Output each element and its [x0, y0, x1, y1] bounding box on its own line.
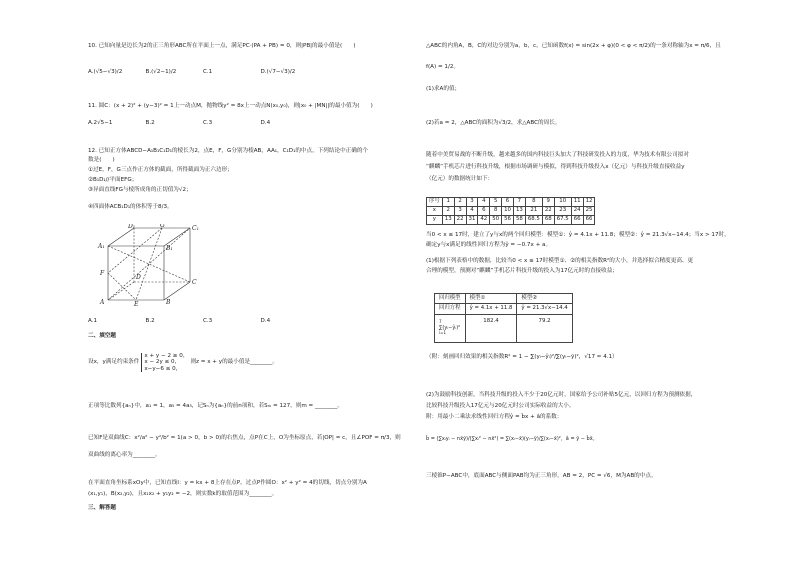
- table-row: [435, 304, 573, 314]
- table-cell: 序号: [427, 198, 443, 207]
- constraint-3: x−y−6 ≤ 0，: [144, 365, 182, 372]
- question-14: 正项等比数列{aₙ}中，a₁ = 1，a₅ = 4a₃，记Sₙ为{aₙ}的前n项和，若Sₘ = 127，则m = ________。: [88, 403, 343, 409]
- question-15-line1: 已知F是双曲线C：x²/a² − y²/b² = 1(a > 0，b > 0)的右焦点，点P在C上，O为坐标原点，若|OP| = c，且∠POF = π/3，则: [88, 435, 401, 441]
- label-b1: B₁: [166, 245, 173, 252]
- question-15-line2: 双曲线的离心率为________。: [88, 452, 161, 458]
- question-11-options: [88, 120, 318, 128]
- table-cell: 22: [542, 207, 554, 216]
- question-12-statement-2: ②B₁D₁//平面EFG；: [88, 177, 138, 183]
- table-cell: 回归方程: [435, 304, 466, 314]
- table-cell: 56: [502, 216, 514, 225]
- question-18-models-line2: 确定y与x满足的线性回归方程为ŷ = −0.7x + a。: [426, 242, 552, 248]
- table-cell: 12: [583, 198, 595, 207]
- table-cell: 模型②: [517, 294, 572, 304]
- question-18-part2-line2: 比较科技升级投入17亿元与20亿元时公司实际收益的大小。: [426, 403, 575, 409]
- table-row-y: [427, 216, 595, 225]
- section-fill-in: 二、填空题: [88, 333, 116, 339]
- table-row: [435, 294, 573, 304]
- table-cell: 8: [490, 207, 502, 216]
- question-12-statement-4: ④四面体ACB₁D₁的体积等于8/3。: [88, 204, 173, 210]
- table-cell: 1: [442, 198, 454, 207]
- table-cell: ŷ = 21.3√x−14.4: [517, 304, 572, 314]
- question-18-part1-line1: (1)根据下列表格中的数据，比较当0 < x ≤ 17时模型①、②的相关指数R²的大小，并选择拟合精度更高、更: [426, 258, 694, 264]
- option-d: D.4: [260, 120, 271, 126]
- table-cell: 66: [583, 216, 595, 225]
- table-cell: 6: [478, 207, 490, 216]
- option-c: C.1: [203, 69, 213, 75]
- label-a1: A₁: [98, 243, 105, 250]
- question-10-options: [88, 69, 318, 77]
- question-18-part2-line1: (2)为鼓励科技创新，当科技升级的投入不少于20亿元时，国家给予公司补贴5亿元，以回归方程为预测依据，: [426, 392, 697, 398]
- table-cell: 24: [571, 207, 583, 216]
- question-18-line2: “麒麟”手机芯片进行科技升级，根据市场调研与模拟，得到科技升级投入x（亿元）与科技升级直接收益y: [426, 164, 685, 170]
- question-18-note: （附：刻画回归效果的相关指数R² = 1 − ∑(yᵢ−ŷᵢ)²/∑(yᵢ−ȳ)²，√17 ≈ 4.1）: [426, 354, 618, 360]
- label-a: A: [100, 299, 105, 306]
- question-12-options: [88, 318, 318, 326]
- cube-figure: [96, 224, 206, 306]
- option-a: A.1: [88, 318, 98, 324]
- table-cell: 4: [478, 198, 490, 207]
- table-cell: y: [427, 216, 443, 225]
- label-d1: D₁: [128, 224, 136, 230]
- option-b: B.2: [145, 120, 155, 126]
- question-18-models-line1: 当0 < x ≤ 17时，建立了y与x的两个回归模型：模型①：ŷ = 4.1x + 11.8；模型②：ŷ = 21.3√x−14.4；当x > 17时，: [426, 232, 730, 238]
- table-cell: x: [427, 207, 443, 216]
- question-17-line2: f(A) = 1/2。: [426, 64, 459, 70]
- section-answer: 三、解答题: [88, 505, 116, 511]
- question-17-part2: (2)若a = 2，△ABC的面积为√3/2，求△ABC的周长。: [426, 120, 561, 126]
- question-16-line2: (x₁,y₁)，B(x₂,y₂)，且x₁x₂ + y₁y₂ = −2，则实数k的取值范围为________。: [88, 491, 278, 497]
- table-row: [435, 314, 573, 342]
- table-cell: 11: [571, 198, 583, 207]
- label-f: F: [100, 270, 105, 277]
- table-cell: 68: [542, 216, 554, 225]
- table-row-x: [427, 207, 595, 216]
- question-18-line3: （亿元）的数据统计如下：: [426, 176, 494, 182]
- table-cell: 58: [513, 216, 525, 225]
- table-cell: 6: [502, 198, 514, 207]
- constraint-system: [141, 353, 188, 372]
- question-12-line2: 数是( ): [88, 157, 115, 163]
- option-b: B.(√2−1)/2: [145, 69, 177, 75]
- sum-label: ∑(yᵢ−ŷᵢ)²: [439, 325, 461, 332]
- constraint-1: x + y − 2 ≥ 0，: [144, 353, 189, 359]
- option-c: C.3: [203, 318, 213, 324]
- table-cell-sum: [435, 314, 466, 342]
- table-cell: 22: [454, 216, 466, 225]
- data-table: [426, 197, 595, 225]
- models-table: [434, 293, 573, 343]
- option-d: D.(√7−√3)/2: [260, 69, 296, 75]
- table-cell: 7: [513, 198, 525, 207]
- question-18-part2-line3: 附：用最小二乘法求线性回归方程ŷ = b̂x + â的系数：: [426, 414, 563, 420]
- table-cell: ŷ = 4.1x + 11.8: [465, 304, 517, 314]
- question-13: [88, 353, 410, 372]
- table-cell: 31: [466, 216, 478, 225]
- table-cell: 5: [490, 198, 502, 207]
- table-cell: 66: [571, 216, 583, 225]
- table-cell: 模型①: [465, 294, 517, 304]
- table-cell: 25: [583, 207, 595, 216]
- table-cell: 50: [490, 216, 502, 225]
- option-a: A.2√5−1: [88, 120, 113, 126]
- table-cell: 4: [466, 207, 478, 216]
- question-16-line1: 在平面直角坐标系xOy中，已知直线l：y = kx + 8上存在点P，过点P作圆O：x² + y² = 4的切线，切点分别为A: [88, 480, 367, 486]
- question-10: [88, 43, 410, 51]
- label-c1: C₁: [192, 225, 199, 232]
- table-cell: 23: [554, 207, 571, 216]
- table-cell: 8: [525, 198, 542, 207]
- table-cell: 10: [554, 198, 571, 207]
- question-18-line1: 随着中美贸易战的不断升级，越来越多的国内科技巨头加大了科技研发投入的力度，华为技术有限公司拟对: [426, 152, 689, 158]
- table-cell: 10: [502, 207, 514, 216]
- table-cell: 21: [525, 207, 542, 216]
- option-a: A.(√5−√3)/2: [88, 69, 123, 75]
- table-cell: 2: [442, 207, 454, 216]
- question-11-text: 11. 圆C：(x + 2)² + (y−3)² = 1上一动点M，抛物线y² = 8x上一动点N(x₀,y₀)，则|x₀ + |MN||的最小值为( ): [88, 103, 373, 109]
- question-19: 三棱锥P−ABC中，底面ABC与侧面PAB均为正三角形，AB = 2，PC = √6，M为AB的中点。: [426, 473, 657, 479]
- sum-lower-limit: i=1: [439, 330, 447, 336]
- label-d: D: [136, 274, 141, 281]
- table-cell: 13: [442, 216, 454, 225]
- table-cell: 2: [454, 198, 466, 207]
- table-cell: 79.2: [517, 314, 572, 342]
- label-g: G: [160, 224, 165, 229]
- table-cell: 182.4: [465, 314, 517, 342]
- option-d: D.4: [260, 318, 271, 324]
- sum-upper-limit: 7: [439, 319, 442, 325]
- question-18-part1-line2: 合理的模型，预测对“麒麟”手机芯片科技升级的投入为17亿元时的直接收益；: [426, 268, 618, 274]
- table-cell: 68.5: [525, 216, 542, 225]
- constraint-2: x − 2y ≤ 0，: [144, 359, 181, 366]
- question-10-text: 10. 已知向量是边长为2的正三角形ABC所在平面上一点，满足PC·(PA + PB) = 0，则|PB|的最小值是( ): [88, 43, 356, 49]
- label-c: C: [192, 279, 197, 286]
- table-cell: 67.5: [554, 216, 571, 225]
- question-12-statement-3: ③异面直线FG与棱所成角的正切值为√2；: [88, 187, 192, 193]
- question-17-part1: (1)求A的值；: [426, 86, 461, 92]
- option-b: B.2: [145, 318, 155, 324]
- table-cell: 3: [466, 198, 478, 207]
- question-17-line1: △ABC的内角A，B，C的对边分别为a，b，c，已知函数f(x) = sin(2x + φ)(0 < φ < π/2)的一条对称轴为x = π/6，且: [426, 43, 721, 49]
- table-cell: 13: [513, 207, 525, 216]
- table-cell: 回归模型: [435, 294, 466, 304]
- label-e: E: [134, 301, 139, 306]
- question-12-statement-1: ①过E，F，G三点作正方体的截面，所得截面为正六边形；: [88, 167, 233, 173]
- table-cell: 42: [478, 216, 490, 225]
- table-row-header: [427, 198, 595, 207]
- label-b: B: [166, 299, 171, 306]
- table-cell: 3: [454, 207, 466, 216]
- question-13-suffix: 则z = x + y的最小值是________。: [190, 358, 279, 365]
- table-cell: 9: [542, 198, 554, 207]
- regression-formula: b̂ = (∑xᵢyᵢ − nx̄ȳ)/(∑xᵢ² − nx̄²) = ∑(xᵢ−x̄)(yᵢ−ȳ)/∑(xᵢ−x̄)²，â = ȳ − b̂x̄。: [426, 436, 598, 442]
- option-c: C.3: [203, 120, 213, 126]
- question-13-prefix: 设x，y满足约束条件: [88, 358, 140, 365]
- question-12-line1: 12. 已知正方体ABCD−A₁B₁C₁D₁的棱长为2，点E，F，G分别为棱AB，AA₁，C₁D₁的中点，下列结论中正确的个: [88, 148, 369, 154]
